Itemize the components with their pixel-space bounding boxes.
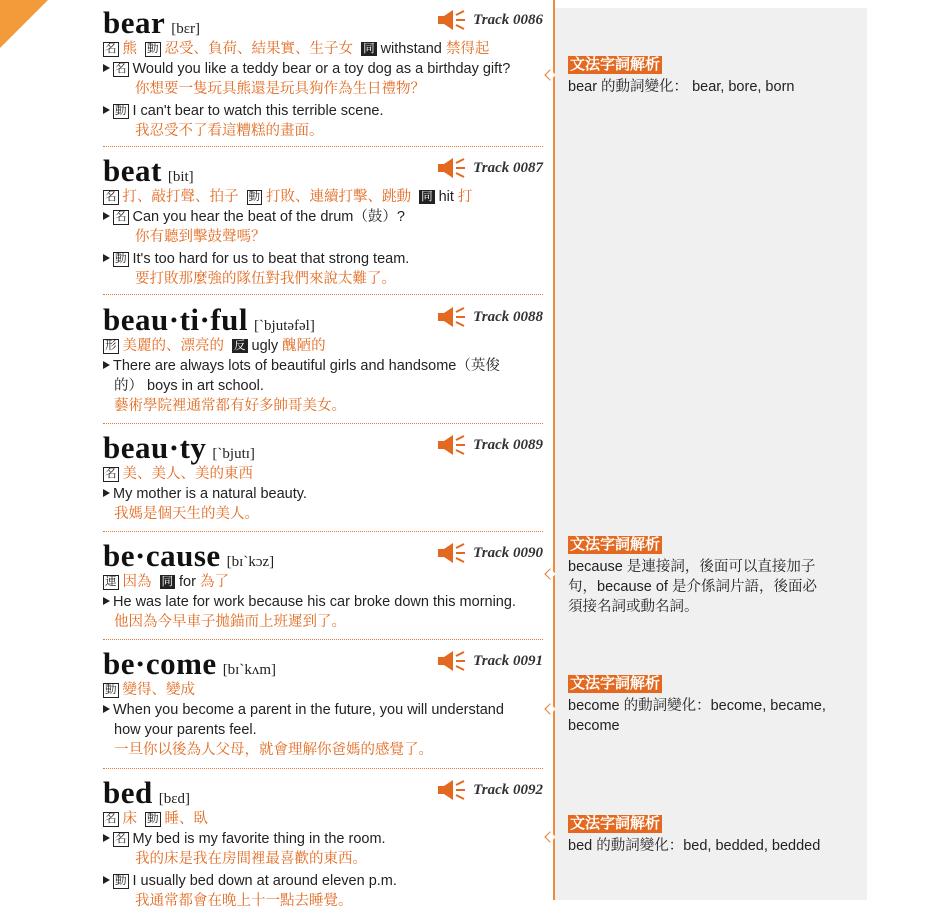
bullet-arrow-icon [103,212,110,220]
example-en: 名 My bed is my favorite thing in the room. [103,829,543,849]
entry-separator [103,531,543,532]
example-en: 動 I usually bed down at around eleven p.m. [103,871,543,891]
example-zh: 藝術學院裡通常都有好多帥哥美女。 [114,398,346,414]
example-zh: 要打敗那麼強的隊伍對我們來說太難了。 [135,271,396,287]
entry-separator [103,294,543,295]
definition-line: 動 變得、變成 [105,682,195,698]
bullet-arrow-icon [103,254,110,262]
track-label: Track 0087 [473,159,543,176]
grammar-note [568,675,860,736]
pos-tag: 名 [105,191,117,203]
grammar-note [568,56,860,97]
bullet-arrow-icon [103,597,110,605]
entry-because [103,538,543,632]
note-text: because 是連接詞，後面可以直接加子 句，because of 是介係詞片語，後面必 須接名詞或動名詞。 [568,559,817,615]
example-zh: 一旦你以後為人父母，就會理解你爸媽的感覺了。 [114,742,433,758]
example-zh: 我的床是我在房間裡最喜歡的東西。 [135,851,367,867]
pronunciation: [ˋbjutɪ] [212,446,255,462]
track-label: Track 0086 [473,11,543,28]
headword: bear [103,5,166,40]
speaker-icon [437,157,467,179]
example-en-cont: 的） boys in art school. [114,378,264,394]
example-en: When you become a parent in the future, you will understand [103,700,543,720]
pos-tag: 名 [105,43,117,55]
pronunciation: [bɪˋkʌm] [222,662,277,678]
definition-line: 名 床 動 睡、臥 [105,811,209,827]
pos-tag: 動 [147,43,159,55]
audio-track-button[interactable] [437,157,543,179]
definition-line: 名 美、美人、美的東西 [105,466,253,482]
definition-line: 名 打、敲打聲、拍子 動 打敗、連續打擊、跳動 同 hit 打 [105,189,473,205]
example-en: 動 It's too hard for us to beat that strong team. [103,249,543,269]
example-zh: 你有聽到擊鼓聲嗎？ [135,229,266,245]
note-text: bed 的動詞變化：bed, bedded, bedded [568,838,821,854]
track-label: Track 0090 [473,544,543,561]
pos-tag: 動 [105,684,117,696]
example-en: 名 Can you hear the beat of the drum（鼓）? [103,207,543,227]
note-heading: 文法字詞解析 [570,815,661,832]
headword: bed [103,775,153,810]
pronunciation: [bɛr] [171,21,201,37]
notes-sidebar [554,8,867,900]
example-zh: 我忍受不了看這糟糕的畫面。 [135,123,324,139]
example-en: 動 I can't bear to watch this terrible scene. [103,101,543,121]
example-zh: 我媽是個天生的美人。 [114,506,259,522]
audio-track-button[interactable] [437,306,543,328]
note-heading: 文法字詞解析 [570,56,661,73]
bullet-arrow-icon [103,64,110,72]
pos-tag: 名 [105,813,117,825]
bullet-arrow-icon [103,489,110,497]
pos-tag: 形 [105,340,117,352]
entry-beauty [103,430,543,524]
speaker-icon [437,650,467,672]
synonym-tag: 同 [161,576,174,588]
pos-tag: 名 [105,468,117,480]
track-label: Track 0089 [473,436,543,453]
pronunciation: [bit] [167,169,194,185]
example-zh: 你想要一隻玩具熊還是玩具狗作為生日禮物？ [135,81,425,97]
grammar-note [568,536,860,617]
audio-track-button[interactable] [437,650,543,672]
entry-bear [103,5,543,141]
entry-become [103,646,543,760]
entry-separator [103,639,543,640]
headword: be·cause [103,538,221,573]
example-en-cont: how your parents feel. [114,722,257,738]
antonym-tag: 反 [234,340,246,352]
synonym-tag: 同 [363,43,375,55]
entry-separator [103,146,543,147]
example-zh: 我通常都會在晚上十一點去睡覺。 [135,893,353,909]
speaker-icon [437,9,467,31]
entry-bed [103,775,543,911]
grammar-note [568,815,860,856]
pos-tag: 動 [248,191,261,203]
entry-separator [103,423,543,424]
headword: beau·ti·ful [103,302,249,337]
entry-beat [103,153,543,289]
bullet-arrow-icon [103,834,110,842]
note-heading: 文法字詞解析 [570,675,661,692]
note-heading: 文法字詞解析 [570,536,661,553]
audio-track-button[interactable] [437,9,543,31]
note-text: bear 的動詞變化： bear, bore, born [568,79,795,95]
pronunciation: [bɛd] [158,791,191,807]
example-en: My mother is a natural beauty. [103,484,543,504]
example-zh: 他因為今早車子拋錨而上班遲到了。 [114,614,346,630]
headword: beau·ty [103,430,207,465]
synonym-tag: 同 [421,191,433,203]
speaker-icon [437,779,467,801]
definition-line: 連 因為 同 for 為了 [105,574,229,590]
track-label: Track 0092 [473,781,543,798]
bullet-arrow-icon [103,876,110,884]
headword: beat [103,153,162,188]
speaker-icon [437,306,467,328]
bullet-arrow-icon [103,361,110,369]
entry-beautiful [103,302,543,416]
pos-tag: 連 [105,576,117,588]
pos-tag: 動 [147,813,159,825]
audio-track-button[interactable] [437,434,543,456]
example-en: There are always lots of beautiful girls and handsome（英俊 [103,356,543,376]
note-text: become 的動詞變化：become, became, become [568,698,826,734]
speaker-icon [437,542,467,564]
audio-track-button[interactable] [437,542,543,564]
track-label: Track 0088 [473,308,543,325]
audio-track-button[interactable] [437,779,543,801]
pronunciation: [bɪˋkɔz] [226,554,275,570]
entry-separator [103,768,543,769]
example-en: He was late for work because his car broke down this morning. [103,592,543,612]
bullet-arrow-icon [103,106,110,114]
definition-line: 形 美麗的、漂亮的 反 ugly 醜陋的 [105,338,326,354]
example-en: 名 Would you like a teddy bear or a toy dog as a birthday gift? [103,59,543,79]
corner-decoration [0,0,48,48]
bullet-arrow-icon [103,705,110,713]
track-label: Track 0091 [473,652,543,669]
definition-line: 名 熊 動 忍受、負荷、結果實、生子女 同 withstand 禁得起 [105,41,490,57]
headword: be·come [103,646,217,681]
pronunciation: [ˋbjutəfəl] [254,318,315,334]
divider-line [553,0,555,900]
speaker-icon [437,434,467,456]
